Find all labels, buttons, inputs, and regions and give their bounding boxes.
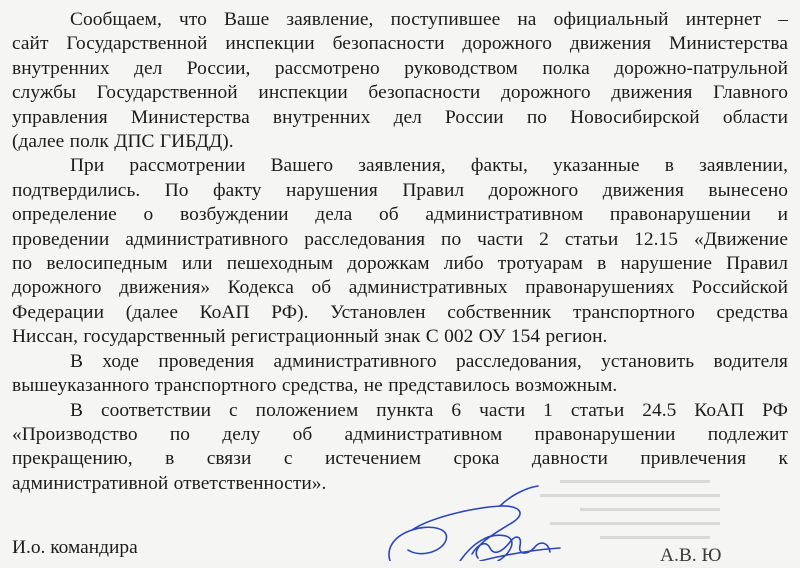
- paragraph-investigation: [12, 350, 788, 399]
- signatory-name: А.В. Ю: [660, 545, 722, 566]
- text-line: внутренних дел России, рассмотрено руководством полка дорожно-патрульной: [12, 57, 788, 79]
- text-line: определение о возбуждении дела об административном правонарушении и: [12, 204, 788, 226]
- letter-body: [12, 8, 788, 496]
- text-line: вышеуказанного транспортного средства, не представилось возможным.: [12, 375, 618, 397]
- text-line: В ходе проведения административного расследования, установить водителя: [70, 350, 788, 372]
- text-line: При рассмотрении Вашего заявления, факты, указанные в заявлении,: [70, 155, 788, 177]
- text-line: службы Государственной инспекции безопасности дорожного движения Главного: [12, 82, 788, 104]
- text-line: управления Министерства внутренних дел России по Новосибирской области: [12, 106, 788, 128]
- text-line: по велосипедным или пешеходным дорожкам либо тротуарам в нарушение Правил: [12, 253, 788, 275]
- text-line: (далее полк ДПС ГИБДД).: [12, 131, 234, 153]
- text-line: Ниссан, государственный регистрационный знак С 002 ОУ 154 регион.: [12, 326, 608, 348]
- text-line: административной ответственности».: [12, 472, 327, 494]
- text-line: Сообщаем, что Ваше заявление, поступившее на официальный интернет –: [70, 9, 788, 30]
- text-line: проведении административного расследования по части 2 статьи 12.15 «Движение: [12, 228, 788, 250]
- text-line: сайт Государственной инспекции безопасности дорожного движения Министерства: [12, 33, 788, 55]
- handwritten-signature: [360, 478, 620, 561]
- text-line: дорожного движения» Кодекса об административных правонарушениях Российской: [12, 277, 788, 299]
- text-line: «Производство по делу об административном правонарушении подлежит: [12, 423, 788, 445]
- text-line: Федерации (далее КоАП РФ). Установлен собственник транспортного средства: [12, 301, 788, 323]
- signatory-title: И.о. командира: [12, 537, 138, 558]
- text-line: В соответствии с положением пункта 6 части 1 статьи 24.5 КоАП РФ: [70, 399, 788, 421]
- text-line: прекращению, в связи с истечением срока давности привлечения к: [12, 448, 788, 470]
- paragraph-notice: [12, 8, 788, 154]
- text-line: подтвердились. По факту нарушения Правил дорожного движения вынесено: [12, 179, 788, 201]
- paragraph-findings: [12, 154, 788, 349]
